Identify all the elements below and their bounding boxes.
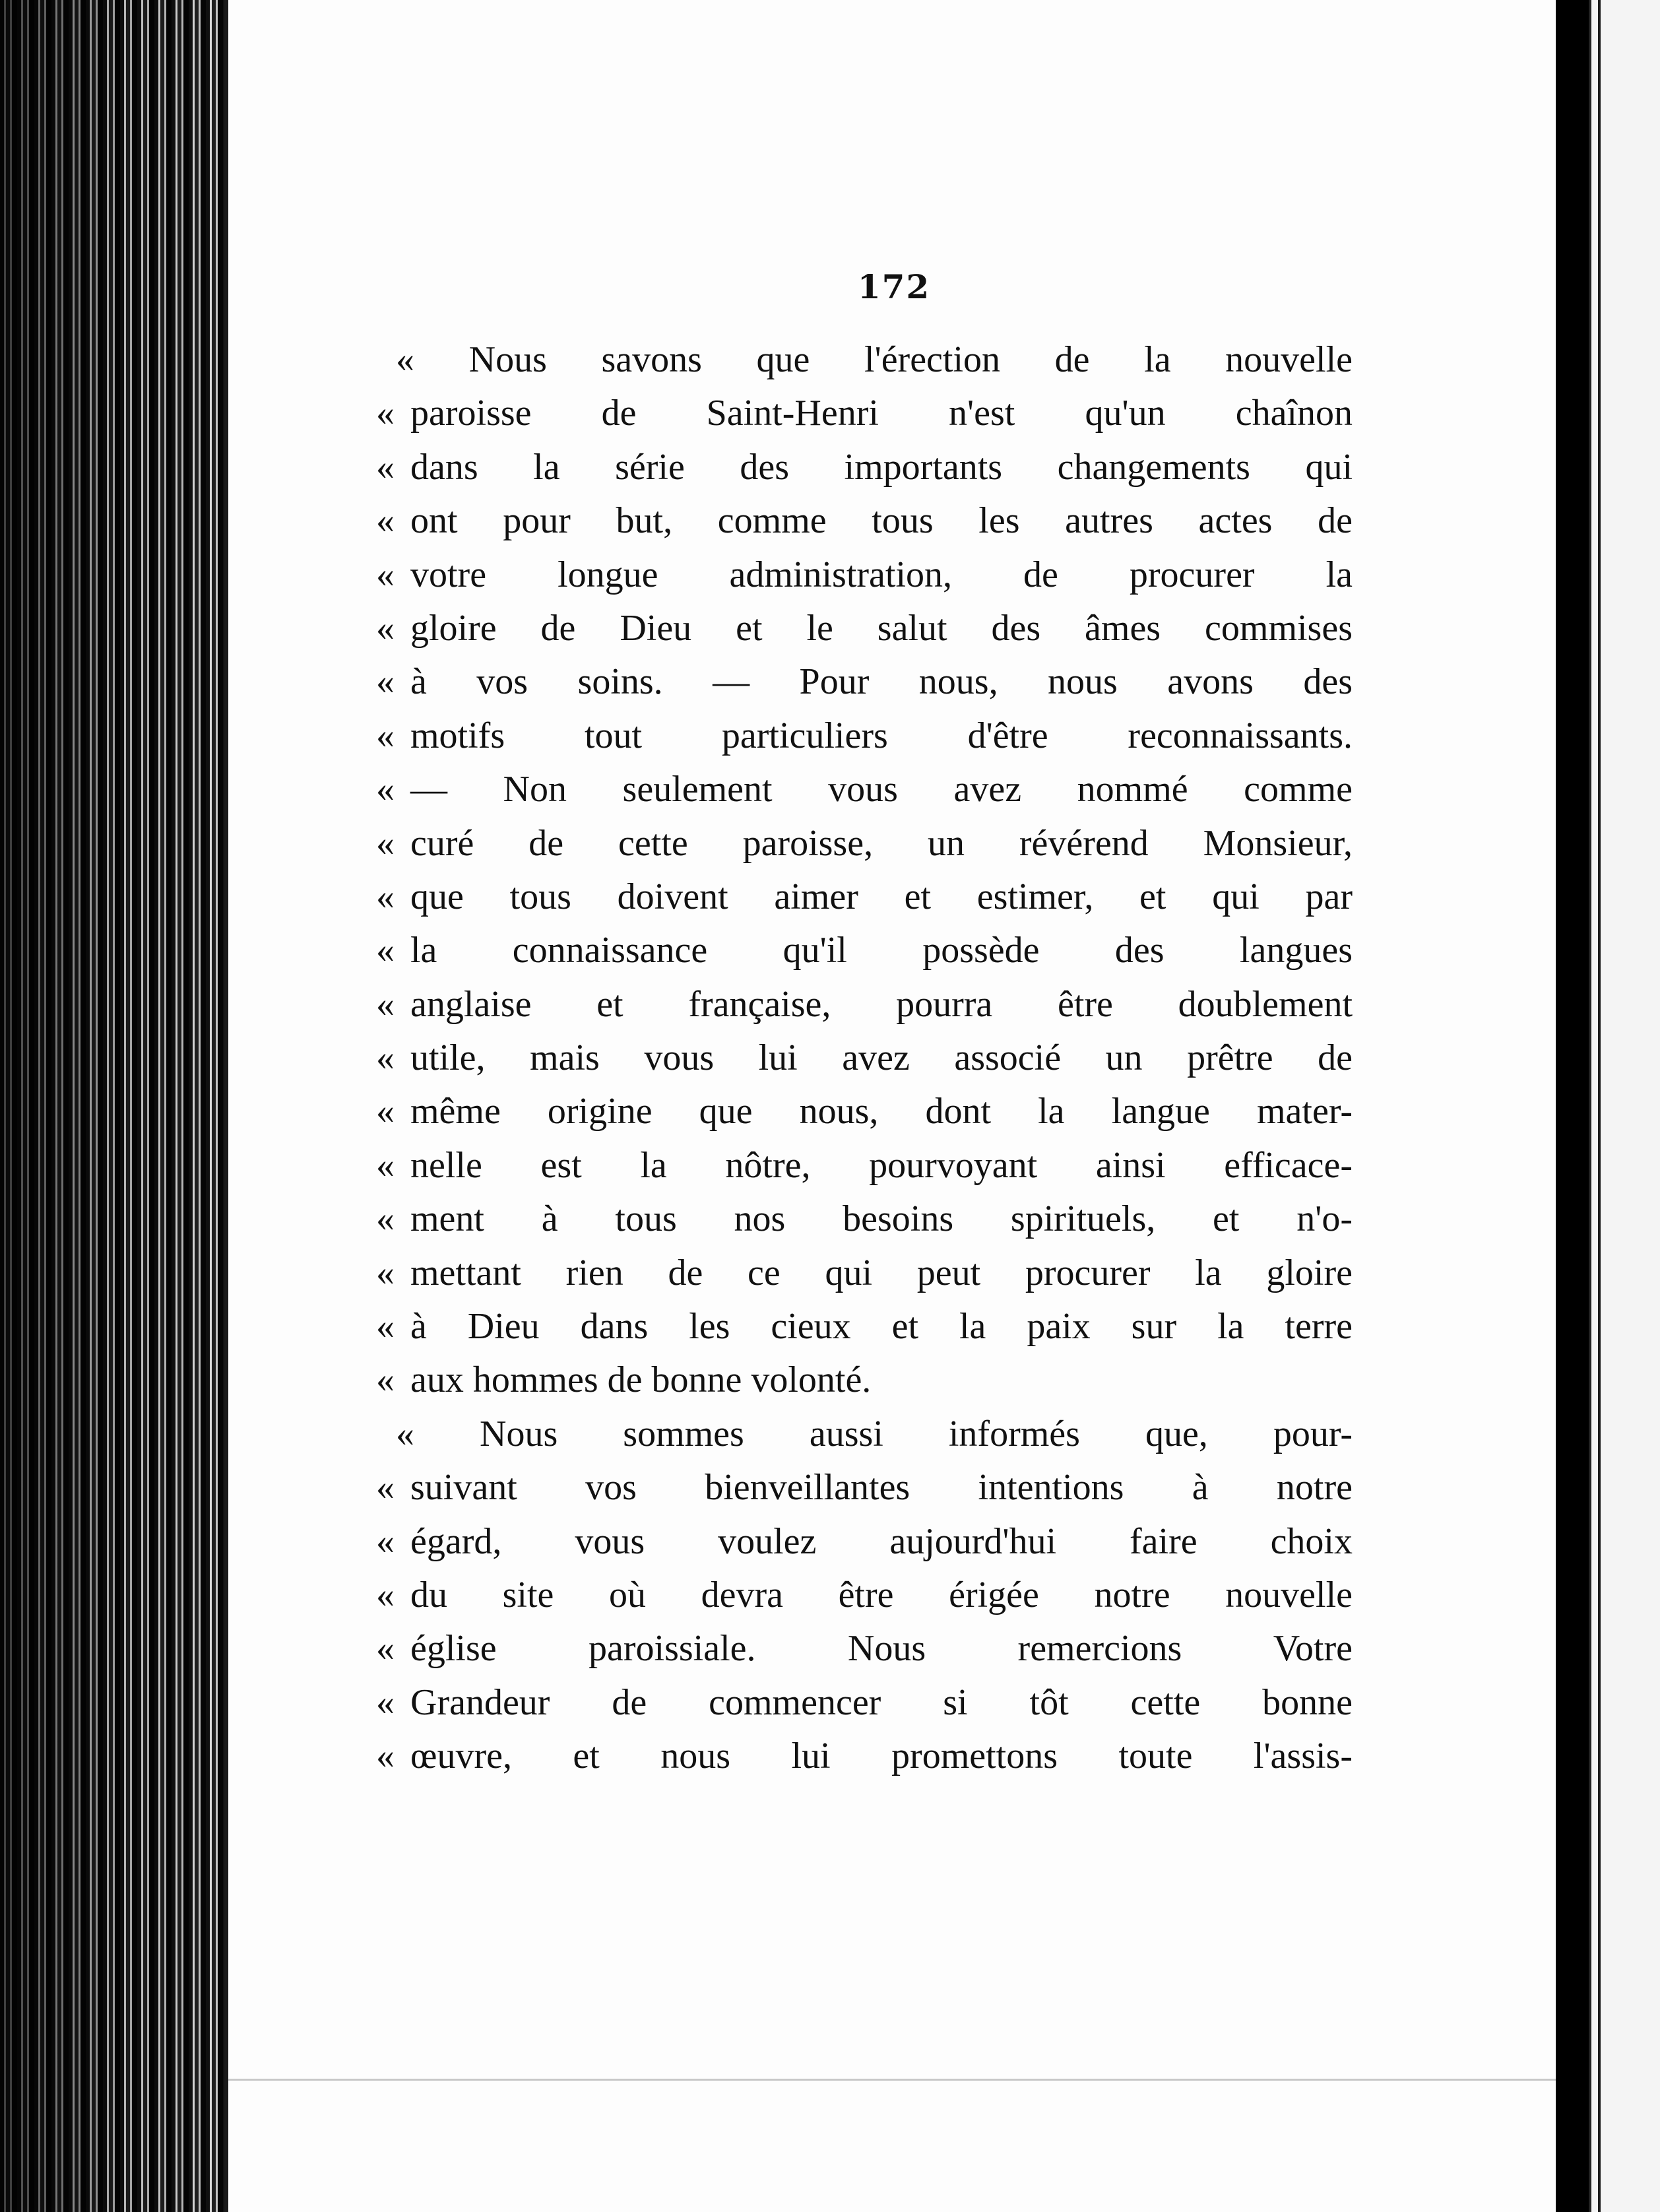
quote-mark: « [376, 1520, 395, 1562]
quote-mark: « [376, 1037, 395, 1079]
line-text: ment à tous nos besoins spirituels, et n'o- [410, 1198, 1353, 1240]
facing-page-edge [1589, 0, 1660, 2212]
text-line [376, 1622, 1353, 1675]
line-text: paroisse de Saint-Henri n'est qu'un chaînon [410, 393, 1353, 434]
quote-mark: « [376, 1628, 395, 1670]
quote-mark: « [376, 500, 395, 542]
quote-mark: « [376, 1736, 395, 1777]
text-line [376, 333, 1353, 387]
quote-mark: « [376, 1467, 395, 1509]
text-line [376, 1300, 1353, 1353]
quote-mark: « [376, 1681, 395, 1723]
line-text: aux hommes de bonne volonté. [410, 1359, 872, 1401]
text-line [376, 817, 1353, 870]
quote-mark: « [376, 1091, 395, 1132]
text-line [376, 1408, 1353, 1461]
text-line [376, 387, 1353, 440]
text-line [376, 494, 1353, 548]
line-text: à Dieu dans les cieux et la paix sur la terre [410, 1306, 1353, 1348]
quote-mark: « [376, 983, 395, 1025]
text-line [376, 978, 1353, 1031]
quote-mark: « [376, 1198, 395, 1240]
line-text: suivant vos bienveillantes intentions à notre [410, 1467, 1353, 1509]
text-line [376, 1353, 1353, 1407]
line-text: « Nous savons que l'érection de la nouvelle [396, 339, 1353, 380]
quote-mark: « [376, 769, 395, 810]
line-text: du site où devra être érigée notre nouvelle [410, 1574, 1353, 1615]
text-line [376, 1569, 1353, 1622]
line-text: « Nous sommes aussi informés que, pour- [396, 1413, 1353, 1454]
quote-mark: « [376, 822, 395, 864]
text-line [376, 1031, 1353, 1085]
line-text: motifs tout particuliers d'être reconnaissants. [410, 715, 1353, 756]
book-page-edges [0, 0, 244, 2212]
quote-mark: « [376, 607, 395, 649]
text-line [376, 1515, 1353, 1569]
text-line [376, 1085, 1353, 1138]
text-line [376, 1192, 1353, 1246]
text-line [376, 1139, 1353, 1192]
quote-mark: « [376, 661, 395, 703]
text-line [376, 1247, 1353, 1300]
text-line [376, 870, 1353, 924]
line-text: — Non seulement vous avez nommé comme [410, 769, 1353, 810]
line-text: mettant rien de ce qui peut procurer la gloire [410, 1252, 1353, 1293]
quote-mark: « [376, 393, 395, 434]
text-line [376, 709, 1353, 763]
line-text: curé de cette paroisse, un révérend Monsieur, [410, 822, 1353, 864]
line-text: même origine que nous, dont la langue mater- [410, 1091, 1353, 1132]
line-text: à vos soins. — Pour nous, nous avons des [410, 661, 1353, 703]
text-line [376, 655, 1353, 709]
quote-mark: « [376, 1144, 395, 1186]
text-line [376, 602, 1353, 655]
text-line [376, 1676, 1353, 1730]
text-line [376, 548, 1353, 602]
text-line [376, 1730, 1353, 1783]
quote-mark: « [376, 930, 395, 971]
line-text: dans la série des importants changements qui [410, 446, 1353, 488]
quote-mark: « [376, 1306, 395, 1348]
line-text: la connaissance qu'il possède des langues [410, 930, 1353, 971]
line-text: Grandeur de commencer si tôt cette bonne [410, 1681, 1353, 1723]
page-number: 172 [857, 267, 931, 306]
line-text: anglaise et française, pourra être doublement [410, 983, 1353, 1025]
line-text: utile, mais vous lui avez associé un prêtre de [410, 1037, 1353, 1079]
quote-mark: « [376, 446, 395, 488]
text-line [376, 763, 1353, 816]
page-bottom-rule [228, 2079, 1560, 2081]
quote-mark: « [376, 715, 395, 756]
quote-mark: « [376, 554, 395, 595]
line-text: que tous doivent aimer et estimer, et qui par [410, 876, 1353, 917]
quote-mark: « [376, 1574, 395, 1615]
text-line [376, 441, 1353, 494]
line-text: œuvre, et nous lui promettons toute l'assis- [410, 1736, 1353, 1777]
book-gutter [1556, 0, 1589, 2212]
line-text: nelle est la nôtre, pourvoyant ainsi efficace- [410, 1144, 1353, 1186]
text-line [376, 924, 1353, 977]
body-text [376, 333, 1353, 1784]
line-text: gloire de Dieu et le salut des âmes commises [410, 607, 1353, 649]
text-line [376, 1461, 1353, 1514]
line-text: ont pour but, comme tous les autres actes de [410, 500, 1353, 542]
quote-mark: « [376, 1359, 395, 1401]
quote-mark: « [376, 1252, 395, 1293]
line-text: égard, vous voulez aujourd'hui faire choix [410, 1520, 1353, 1562]
line-text: votre longue administration, de procurer la [410, 554, 1353, 595]
line-text: église paroissiale. Nous remercions Votre [410, 1628, 1353, 1670]
quote-mark: « [376, 876, 395, 917]
